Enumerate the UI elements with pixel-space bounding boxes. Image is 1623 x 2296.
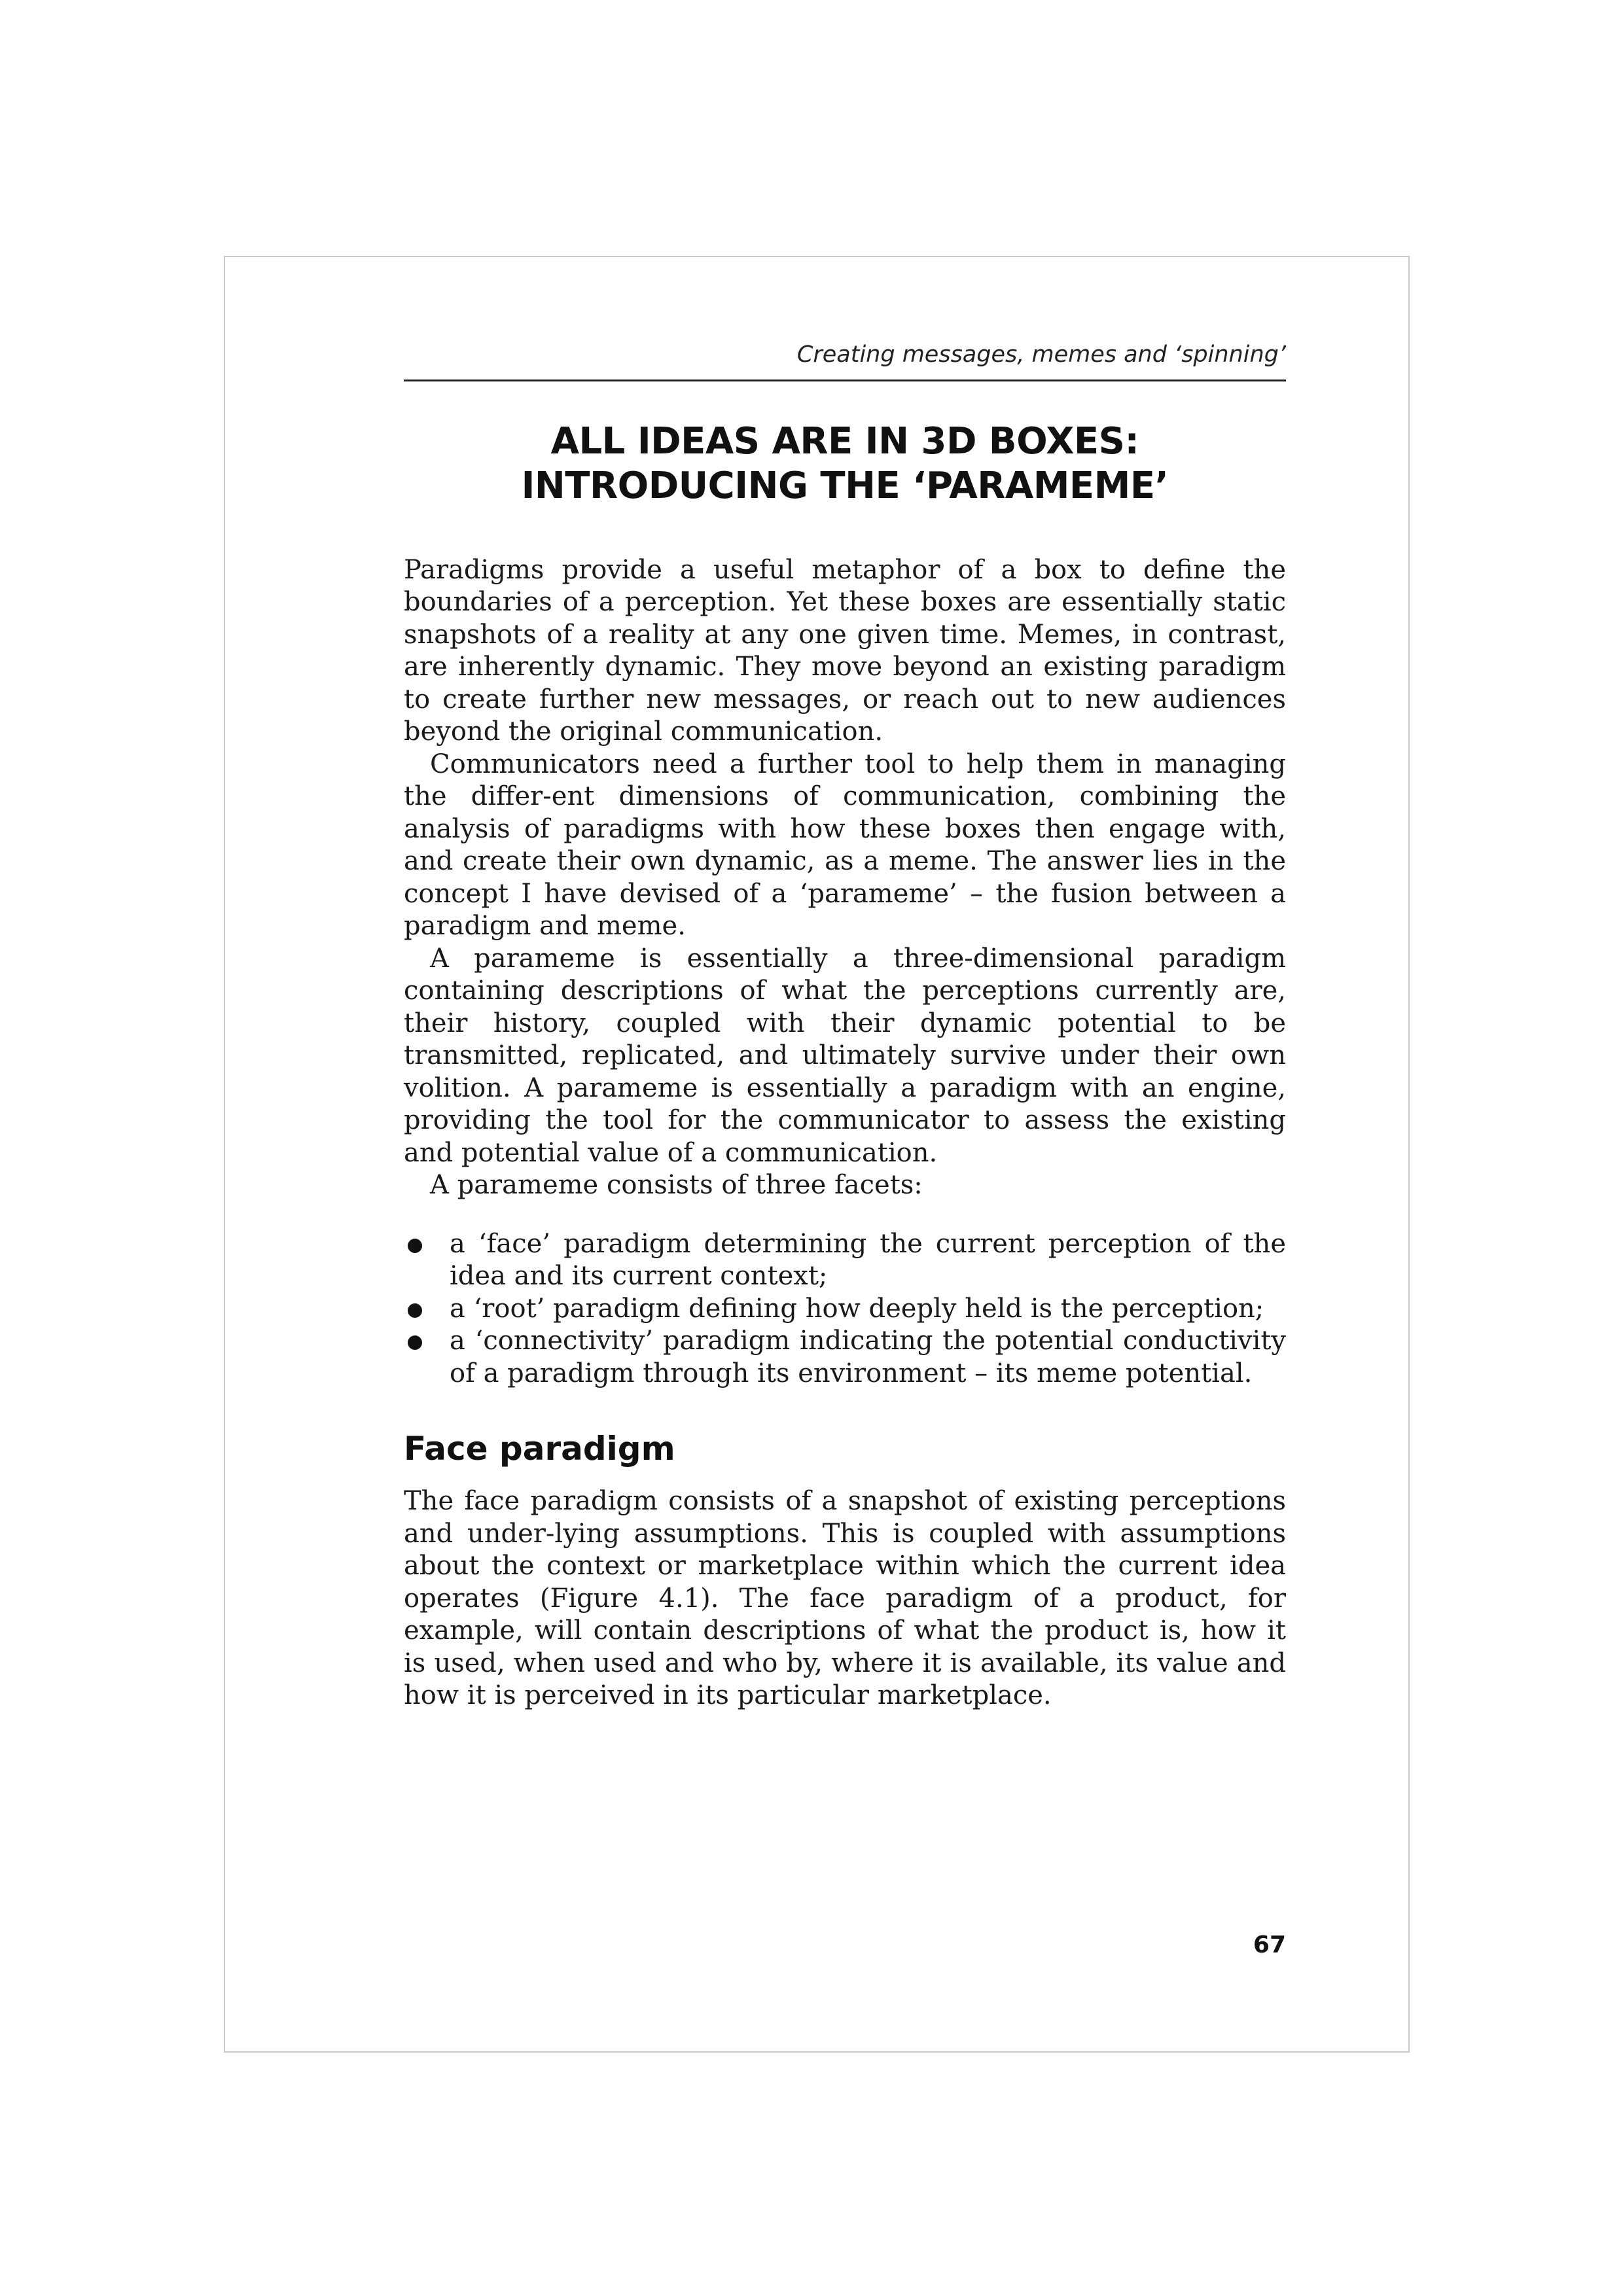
list-item-text: a ‘root’ paradigm defining how deeply held is the perception;: [450, 1293, 1264, 1324]
list-item-text: a ‘connectivity’ paradigm indicating the potential conductivity of a paradigm through its environment – its meme potential.: [450, 1326, 1286, 1388]
chapter-title: ALL IDEAS ARE IN 3D BOXES: INTRODUCING THE ‘PARAMEME’: [521, 419, 1169, 507]
section-heading: Face paradigm: [404, 1430, 675, 1468]
running-head: Creating messages, memes and ‘spinning’: [404, 340, 1286, 381]
list-item: [404, 1325, 1286, 1390]
list-item: [404, 1293, 1286, 1326]
bullet-icon: [408, 1303, 422, 1318]
paragraph-1: Paradigms provide a useful metaphor of a box to define the boundaries of a perception. Yet these boxes are essentially static snapshots of a reality at any one given time. Memes, in contrast, are inherently dynamic. They move beyond an existing paradigm to create further new messages, or reach out to new audiences beyond the original communication.: [404, 554, 1286, 747]
list-item-text: a ‘face’ paradigm determining the current perception of the idea and its current context;: [450, 1228, 1286, 1291]
section-paragraph: The face paradigm consists of a snapshot of existing perceptions and under-lying assumptions. This is coupled with assumptions about the context or marketplace within which the current idea operates (Figure 4.1). The face paradigm of a product, for example, will contain descriptions of what the product is, how it is used, when used and who by, where it is available, its value and how it is perceived in its particular marketplace.: [404, 1486, 1286, 1710]
paragraph-3: A parameme is essentially a three-dimensional paradigm containing descriptions of what the perceptions currently are, their history, coupled with their dynamic potential to be transmitted, replicated, and ultimately survive under their own volition. A parameme is essentially a paradigm with an engine, providing the tool for the communicator to assess the existing and potential value of a communication.: [404, 943, 1286, 1168]
bullet-icon: [408, 1239, 422, 1253]
facet-list: [404, 1228, 1286, 1390]
page-number: 67: [1253, 1932, 1286, 1958]
page-content: [404, 340, 1286, 1712]
paragraph-2: Communicators need a further tool to help them in managing the differ-ent dimensions of communication, combining the analysis of paradigms with how these boxes then engage with, and create their own dynamic, as a meme. The answer lies in the concept I have devised of a ‘parameme’ – the fusion between a paradigm and meme.: [404, 749, 1286, 941]
list-item: [404, 1228, 1286, 1293]
paragraph-4: A parameme consists of three facets:: [430, 1170, 923, 1200]
bullet-icon: [408, 1335, 422, 1350]
